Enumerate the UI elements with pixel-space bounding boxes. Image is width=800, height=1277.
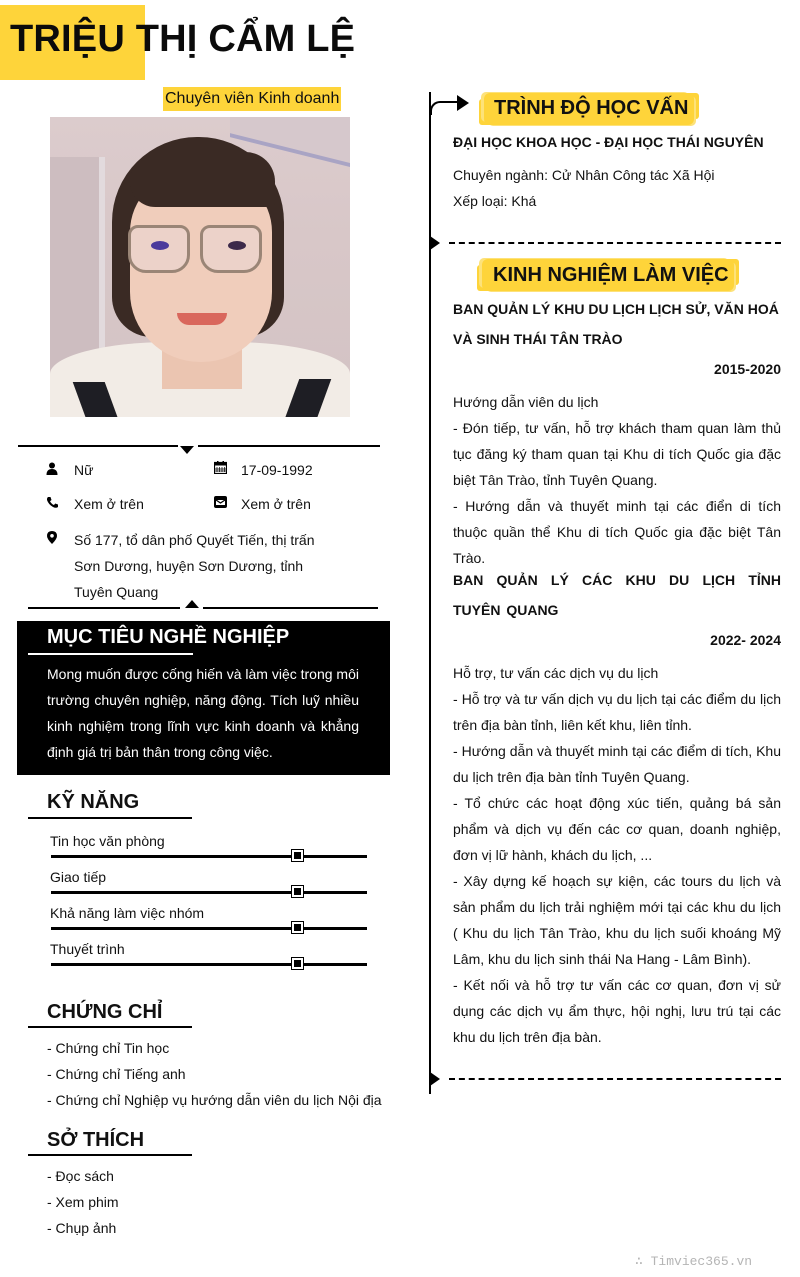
job-duty: - Hướng dẫn và thuyết minh tại các điểm di tích, Khu du lịch trên địa bàn tỉnh Tuyên Quang. [453, 743, 781, 785]
phone-value: Xem ở trên [74, 496, 144, 512]
phone-icon [45, 495, 59, 509]
timeline-marker-icon [430, 1072, 440, 1086]
divider [18, 445, 178, 447]
dashed-divider [449, 242, 781, 244]
education-title: TRÌNH ĐỘ HỌC VẤN [494, 97, 689, 119]
skill-level-marker [292, 886, 303, 897]
certificate-item: - Chứng chỉ Nghiệp vụ hướng dẫn viên du lịch Nội địa [47, 1092, 382, 1108]
hobbies-underline [28, 1154, 192, 1156]
skill-level-marker [292, 958, 303, 969]
profile-photo [50, 117, 350, 417]
triangle-down-icon [180, 446, 194, 454]
skill-level-marker [292, 850, 303, 861]
experience-title: KINH NGHIỆM LÀM VIỆC [493, 264, 729, 286]
job-duty: - Đón tiếp, tư vấn, hỗ trợ khách tham quan làm thủ tục đăng ký tham quan tại Khu di tích Quốc gia đặc biệt Tân Trào, tỉnh Tuyên Quang. [453, 420, 781, 488]
job-period: 2022- 2024 [710, 632, 781, 648]
job-period: 2015-2020 [714, 361, 781, 377]
skill-level-marker [292, 922, 303, 933]
triangle-up-icon [185, 600, 199, 608]
timeline-marker-icon [430, 236, 440, 250]
skill-bar [51, 855, 367, 858]
certificate-item: - Chứng chỉ Tiếng anh [47, 1066, 186, 1082]
job-org: BAN QUẢN LÝ KHU DU LỊCH LỊCH SỬ, VĂN HOÁ VÀ SINH THÁI TÂN TRÀO [453, 301, 779, 347]
objective-underline [28, 653, 193, 655]
hobby-item: - Xem phim [47, 1194, 119, 1210]
arrow-connector [430, 101, 460, 115]
skill-label: Giao tiếp [50, 869, 107, 885]
calendar-icon [213, 460, 227, 474]
certificates-underline [28, 1026, 192, 1028]
skills-title: KỸ NĂNG [47, 791, 140, 813]
job-title: Chuyên viên Kinh doanh [163, 87, 341, 111]
objective-title: MỤC TIÊU NGHỀ NGHIỆP [47, 626, 290, 648]
skills-underline [28, 817, 192, 819]
school-name: ĐẠI HỌC KHOA HỌC - ĐẠI HỌC THÁI NGUYÊN [453, 134, 764, 150]
skill-bar [51, 891, 367, 894]
skill-label: Khả năng làm việc nhóm [50, 905, 205, 921]
user-icon [45, 461, 59, 475]
hobbies-title: SỞ THÍCH [47, 1129, 145, 1151]
job-position: Hướng dẫn viên du lịch [453, 394, 599, 410]
gender-value: Nữ [74, 462, 94, 478]
job-duty: - Hỗ trợ và tư vấn dịch vụ du lịch tại các điểm du lịch trên địa bàn tỉnh, liên kết khu, liên tỉnh. [453, 691, 781, 733]
skill-bar [51, 963, 367, 966]
skill-bar [51, 927, 367, 930]
job-duty: - Kết nối và hỗ trợ tư vấn các cơ quan, đơn vị sử dụng các dịch vụ ẩm thực, hội nghị, lưu trú tại các khu du lịch trên địa bàn. [453, 977, 781, 1045]
divider [203, 607, 378, 609]
job-org: BAN QUẢN LÝ CÁC KHU DU LỊCH TỈNH TUYÊN QUANG [453, 572, 781, 618]
watermark: ∴ Timviec365.vn [635, 1254, 753, 1269]
arrow-right-icon [457, 95, 469, 111]
candidate-name: TRIỆU THỊ CẨM LỆ [10, 18, 356, 60]
objective-text: Mong muốn được cống hiến và làm việc trong môi trường chuyên nghiệp, năng động. Tích luỹ nhiều kinh nghiệm trong lĩnh vực kinh doanh và khẳng định giá trị bản thân trong công việc. [47, 666, 359, 760]
job-position: Hỗ trợ, tư vấn các dịch vụ du lịch [453, 665, 659, 681]
email-value: Xem ở trên [241, 496, 311, 512]
envelope-icon [213, 495, 227, 509]
hobby-item: - Chụp ảnh [47, 1220, 117, 1236]
address-value: Số 177, tổ dân phố Quyết Tiến, thị trấn Sơn Dương, huyện Sơn Dương, tỉnh Tuyên Quang [74, 532, 315, 600]
job-duty: - Tổ chức các hoạt động xúc tiến, quảng bá sản phẩm và dịch vụ đến các cơ quan, doanh nghiệp, đơn vị lữ hành, khách du lịch, ... [453, 795, 781, 863]
divider [28, 607, 180, 609]
job-duty: - Xây dựng kế hoạch sự kiện, các tours du lịch và sản phẩm du lịch trải nghiệm mới tại các khu du lịch ( Khu du lịch Tân Trào, khu du lịch suối khoáng Mỹ Lâm, khu du lịch sinh thái Na Hang - Lâm Bình). [453, 873, 781, 967]
dashed-divider [449, 1078, 781, 1080]
job-duty: - Hướng dẫn và thuyết minh tại các điển di tích thuộc quần thể Khu di tích Quốc gia đặc biệt Tân Trào. [453, 498, 781, 566]
birthday-value: 17-09-1992 [241, 462, 313, 478]
education-major: Chuyên ngành: Cử Nhân Công tác Xã Hội [453, 167, 715, 183]
education-grade: Xếp loại: Khá [453, 193, 537, 209]
map-marker-icon [45, 530, 59, 544]
skill-label: Tin học văn phòng [50, 833, 165, 849]
skill-label: Thuyết trình [50, 941, 125, 957]
certificate-item: - Chứng chỉ Tin học [47, 1040, 170, 1056]
divider [198, 445, 380, 447]
certificates-title: CHỨNG CHỈ [47, 1001, 163, 1023]
hobby-item: - Đọc sách [47, 1168, 114, 1184]
